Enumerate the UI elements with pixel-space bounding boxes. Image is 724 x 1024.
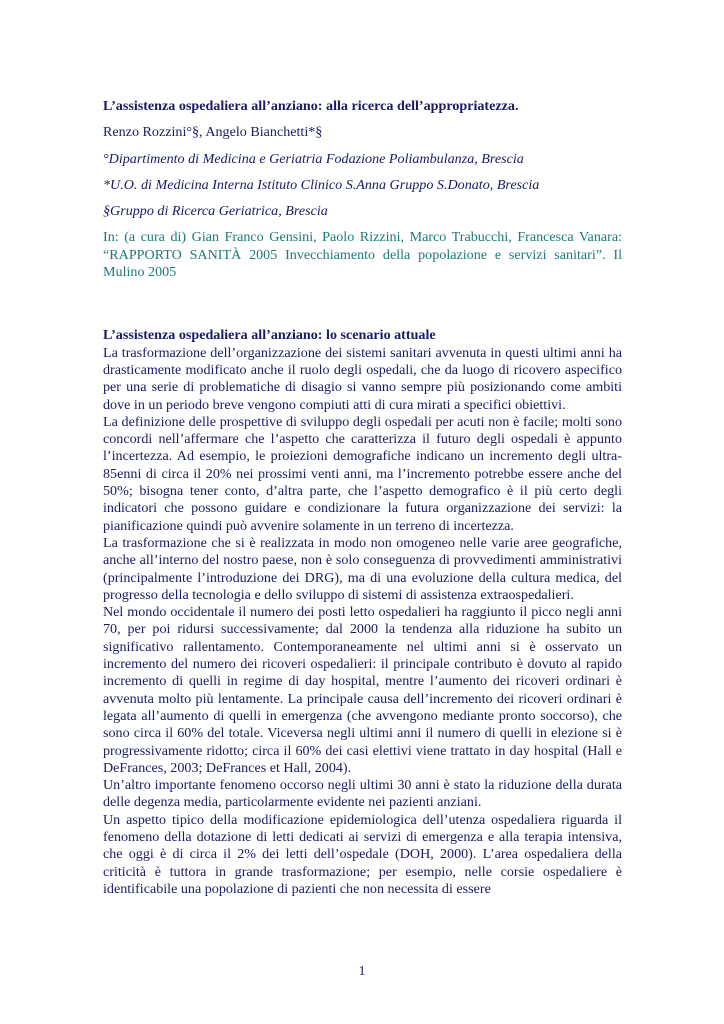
document-title: L’assistenza ospedaliera all’anziano: alla ricerca dell’appropriatezza. (103, 98, 519, 114)
affiliation-3: §Gruppo di Ricerca Geriatrica, Brescia (103, 203, 328, 220)
paragraph: La trasformazione dell’organizzazione dei sistemi sanitari avvenuta in questi ultimi anni ha drasticamente modificato anche il ruolo degli ospedali, che da luogo di ricovero aspecifico per una serie di problematiche di disagio si vanno sempre più posizionando come ambiti dove in un periodo breve vengono compiuti atti di cura mirati a specifici obiettivi. (103, 344, 622, 413)
paragraph: La trasformazione che si è realizzata in modo non omogeneo nelle varie aree geografiche, anche all’interno del nostro paese, non è solo conseguenza di provvedimenti amministrativi (principalmente l’introduzione dei DRG), ma di una evoluzione della cultura medica, del progresso della tecnologia e dello sviluppo di sistemi di assistenza extraospedalieri. (103, 534, 622, 603)
paragraph: Nel mondo occidentale il numero dei posti letto ospedalieri ha raggiunto il picco negli anni 70, per poi ridursi successivamente; dal 2000 la tendenza alla riduzione ha subito un significativo rallentamento. Contemporaneamente nel ultimi anni si è osservato un incremento del numero dei ricoveri ospedalieri: il principale contributo è dovuto al rapido incremento di quelli in regime di day hospital, mentre l’aumento dei ricoveri ordinari è avvenuta molto più lentamente. La principale causa dell’incremento dei ricoveri ordinari è legata all’aumento di quelli in emergenza (che avvengono mediante pronto soccorso), che sono circa il 60% del totale. Viceversa negli ultimi anni il numero di quelli in elezione si è progressivamente ridotto; circa il 60% dei casi elettivi viene trattato in day hospital (Hall e DeFrances, 2003; DeFrances et Hall, 2004). (103, 604, 622, 776)
citation: In: (a cura di) Gian Franco Gensini, Paolo Rizzini, Marco Trabucchi, Francesca Vanara: “RAPPORTO SANITÀ 2005 Invecchiamento della popolazione e servizi sanitari”. Il Mulino 2005 (103, 229, 622, 281)
affiliation-2: *U.O. di Medicina Interna Istituto Clinico S.Anna Gruppo S.Donato, Brescia (103, 176, 540, 193)
page-number: 1 (358, 963, 366, 979)
document-authors: Renzo Rozzini°§, Angelo Bianchetti*§ (103, 124, 323, 141)
paragraph: Un’altro importante fenomeno occorso negli ultimi 30 anni è stato la riduzione della durata delle degenza media, particolarmente evidente nei pazienti anziani. (103, 777, 622, 811)
affiliation-1: °Dipartimento di Medicina e Geriatria Fodazione Poliambulanza, Brescia (103, 150, 524, 167)
paragraph: La definizione delle prospettive di sviluppo degli ospedali per acuti non è facile; molti sono concordi nell’affermare che l’aspetto che caratterizza il futuro degli ospedali è appunto l’incertezza. Ad esempio, le proiezioni demografiche indicano un incremento degli ultra-85enni di circa il 20% nei prossimi venti anni, ma l’incremento potrebbe essere anche del 50%; bisogna tener conto, d’altra parte, che l’aspetto demografico è il più certo degli indicatori che possono guidare e condizionare la futura organizzazione dei servizi: la pianificazione quindi può avvenire solamente in un terreno di incertezza. (103, 413, 622, 534)
document-page (103, 98, 622, 898)
paragraph: Un aspetto tipico della modificazione epidemiologica dell’utenza ospedaliera riguarda il fenomeno della dotazione di letti dedicati ai servizi di emergenza e alla terapia intensiva, che oggi è di circa il 2% dei letti dell’ospedale (DOH, 2000). L’area ospedaliera della criticità è tuttora in grande trasformazione; per esempio, nelle corsie ospedaliere è identificabile una popolazione di pazienti che non necessita di essere (103, 811, 622, 897)
section-heading: L’assistenza ospedaliera all’anziano: lo scenario attuale (103, 327, 436, 344)
